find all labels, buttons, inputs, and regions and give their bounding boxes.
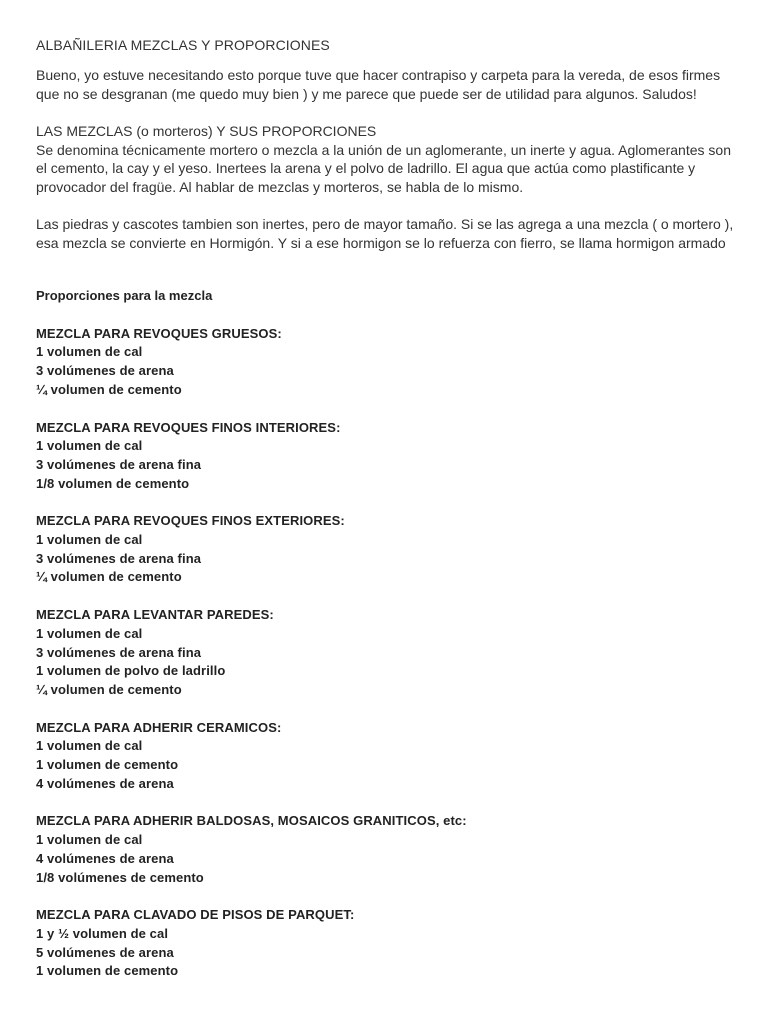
recipe-title: MEZCLA PARA REVOQUES FINOS EXTERIORES: bbox=[36, 513, 345, 529]
recipe-title: MEZCLA PARA CLAVADO DE PISOS DE PARQUET: bbox=[36, 907, 355, 923]
section-heading: LAS MEZCLAS (o morteros) Y SUS PROPORCIONES bbox=[36, 123, 377, 139]
recipe-line: 1 volumen de cal bbox=[36, 344, 143, 360]
recipe-line: 4 volúmenes de arena bbox=[36, 775, 174, 791]
intro-paragraph: Bueno, yo estuve necesitando esto porque tuve que hacer contrapiso y carpeta para la vereda, de esos firmes que no se desgranan (me quedo muy bien ) y me parece que puede ser de utilidad para algunos. Saludos! bbox=[36, 67, 721, 102]
recipe-pisos-parquet bbox=[36, 906, 736, 981]
spacer bbox=[36, 306, 736, 325]
recipe-line: ¼ volumen de cemento bbox=[36, 681, 182, 697]
document-page bbox=[36, 36, 736, 981]
recipe-revoques-finos-interiores bbox=[36, 419, 736, 494]
recipe-line: 4 volúmenes de arena bbox=[36, 850, 174, 866]
recipe-revoques-gruesos bbox=[36, 325, 736, 400]
stones-paragraph: Las piedras y cascotes tambien son inertes, pero de mayor tamaño. Si se las agrega a una mezcla ( o mortero ), esa mezcla se convierte en Hormigón. Y si a ese hormigon se lo refuerza con fierro, se llama hormigon armado bbox=[36, 216, 734, 251]
recipe-line: 1 volumen de cal bbox=[36, 832, 143, 848]
recipe-line: 1 volumen de cemento bbox=[36, 757, 179, 773]
recipe-line: 1/8 volúmenes de cemento bbox=[36, 869, 204, 885]
spacer bbox=[36, 196, 736, 215]
recipe-line: 3 volúmenes de arena fina bbox=[36, 456, 202, 472]
recipe-line: 3 volúmenes de arena fina bbox=[36, 550, 202, 566]
proportions-heading: Proporciones para la mezcla bbox=[36, 288, 213, 303]
recipe-line: 1 y ½ volumen de cal bbox=[36, 925, 169, 941]
recipe-line: 1 volumen de polvo de ladrillo bbox=[36, 663, 226, 679]
recipe-line: 1 volumen de cemento bbox=[36, 963, 179, 979]
recipe-revoques-finos-exteriores bbox=[36, 512, 736, 587]
recipe-list bbox=[36, 325, 736, 981]
definition-paragraph: Se denomina técnicamente mortero o mezcla a la unión de un aglomerante, un inerte y agua. Aglomerantes son el cemento, la cay y el yeso. Inertees la arena y el polvo de ladrillo. El agua que actúa como plastificante y provocador del fragüe. Al hablar de mezclas y morteros, se habla de lo mismo. bbox=[36, 141, 731, 195]
recipe-line: 1 volumen de cal bbox=[36, 532, 143, 548]
recipe-levantar-paredes bbox=[36, 606, 736, 700]
spacer bbox=[36, 103, 736, 122]
recipe-title: MEZCLA PARA LEVANTAR PAREDES: bbox=[36, 607, 274, 623]
recipe-title: MEZCLA PARA ADHERIR CERAMICOS: bbox=[36, 719, 282, 735]
recipe-line: 5 volúmenes de arena bbox=[36, 944, 174, 960]
recipe-line: 3 volúmenes de arena fina bbox=[36, 644, 202, 660]
recipe-line: 1 volumen de cal bbox=[36, 625, 143, 641]
recipe-line: 3 volúmenes de arena bbox=[36, 363, 174, 379]
recipe-line: ¼ volumen de cemento bbox=[36, 381, 182, 397]
recipe-title: MEZCLA PARA REVOQUES FINOS INTERIORES: bbox=[36, 419, 341, 435]
recipe-title: MEZCLA PARA REVOQUES GRUESOS: bbox=[36, 325, 282, 341]
recipe-line: 1 volumen de cal bbox=[36, 738, 143, 754]
recipe-title: MEZCLA PARA ADHERIR BALDOSAS, MOSAICOS GRANITICOS, etc: bbox=[36, 813, 467, 829]
document-title: ALBAÑILERIA MEZCLAS Y PROPORCIONES bbox=[36, 37, 330, 53]
recipe-line: 1 volumen de cal bbox=[36, 438, 143, 454]
recipe-adherir-ceramicos bbox=[36, 719, 736, 794]
spacer bbox=[36, 252, 736, 287]
recipe-line: 1/8 volumen de cemento bbox=[36, 475, 190, 491]
recipe-line: ¼ volumen de cemento bbox=[36, 569, 182, 585]
recipe-adherir-baldosas bbox=[36, 812, 736, 887]
